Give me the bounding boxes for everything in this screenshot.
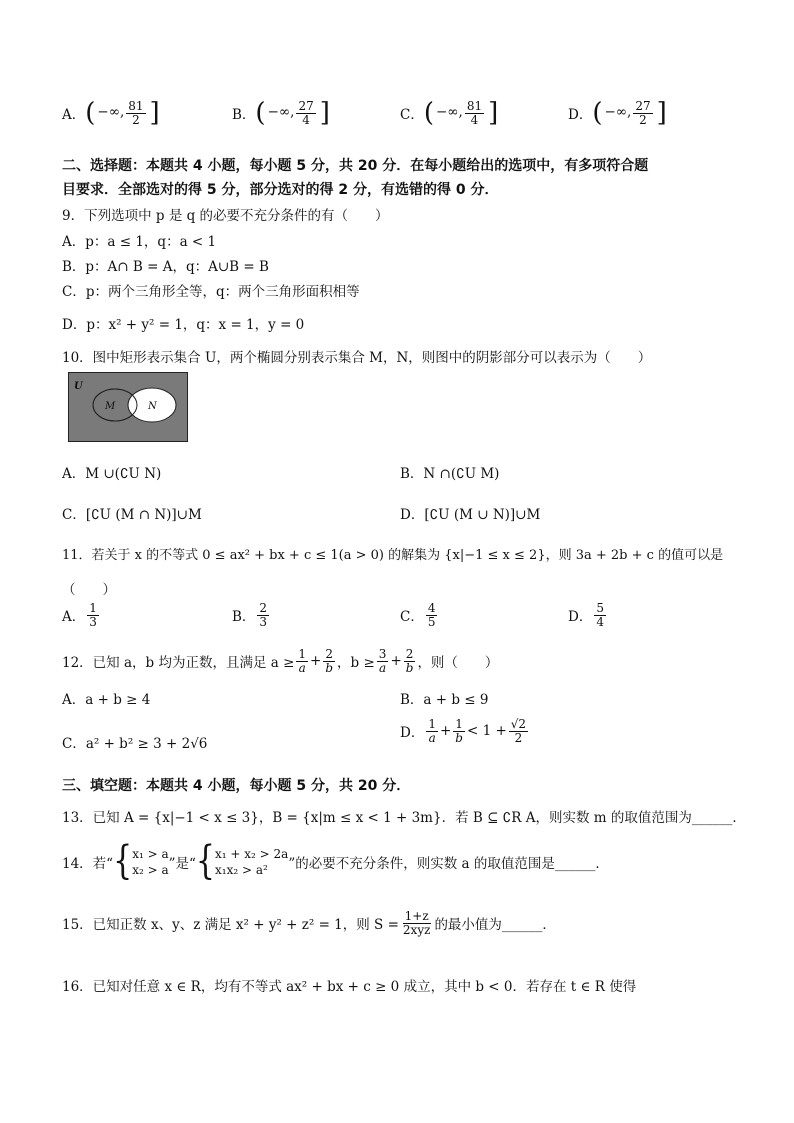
q10-option-d: D．[∁U (M ∪ N)]∪M (400, 507, 541, 523)
fraction-denominator: 5 (427, 614, 436, 629)
q9-stem: 9．下列选项中 p 是 q 的必要不充分条件的有（ ） (62, 208, 389, 224)
frac-1-a: $\frac{1}{a}$ (298, 647, 307, 675)
q8-option-b (232, 98, 330, 129)
interval-left: −∞, (436, 104, 463, 121)
q8-option-d (568, 98, 667, 129)
q12-option-d: D． $\frac{1}{a}$ + $\frac{1}{b}$ < 1 + $\frac{√2}{2}$ (400, 717, 527, 745)
fraction-denominator: 4 (302, 112, 310, 127)
q10-option-b: B．N ∩(∁U M) (400, 466, 500, 482)
frac-1-b-d: $\frac{1}{b}$ (455, 717, 463, 745)
q14-post: ”的必要不充分条件，则实数 a 的取值范围是______． (288, 856, 609, 873)
fraction-numerator: 4 (427, 601, 436, 615)
fraction-numerator: 27 (298, 99, 314, 113)
frac-2-b-second: $\frac{2}{b}$ (405, 647, 414, 675)
venn-label-n: N (148, 401, 157, 412)
q14-pre: 14．若“ (62, 856, 114, 873)
q15-pre: 15．已知正数 x、y、z 满足 x² + y² + z² = 1，则 S = (62, 917, 399, 934)
frac-2-b: $\frac{2}{b}$ (325, 647, 334, 675)
q8-option-c (400, 98, 499, 129)
q11-option-c (400, 602, 439, 628)
q11-option-d (568, 602, 608, 628)
fraction-numerator: 5 (596, 601, 604, 615)
q12-stem: 12．已知 a，b 均为正数，且满足 a ≥ $\frac{1}{a}$ + $\frac{2}{b}$ ，b ≥ $\frac{3}{a}$ + $\frac{2}{b}$ ，则（ ） (62, 647, 499, 675)
fraction-denominator: 2 (132, 112, 140, 127)
q9-option-a: A．p：a ≤ 1，q：a < 1 (62, 234, 217, 250)
fraction-denominator: 3 (89, 614, 97, 629)
q10-option-c: C．[∁U (M ∩ N)]∪M (62, 507, 202, 523)
option-label: D． (400, 725, 425, 742)
q14-system-1-line2: x₂ > a (132, 863, 169, 878)
interval: ( −∞, $\frac{81}{2}$ ] (85, 98, 160, 129)
fraction-numerator: 1 (89, 601, 97, 615)
q10-stem: 10．图中矩形表示集合 U，两个椭圆分别表示集合 M，N，则图中的阴影部分可以表示为（ ） (62, 350, 652, 366)
option-label: C． (400, 107, 424, 124)
q11-stem-paren: （ ） (62, 582, 116, 598)
venn-label-u: U (74, 381, 83, 392)
fraction-numerator: 81 (128, 99, 144, 113)
left-brace: { (195, 838, 216, 885)
q14-system-1-line1: x₁ > a (132, 847, 169, 861)
q11-option-b (232, 602, 271, 628)
q16-stem: 16．已知对任意 x ∈ R，均有不等式 ax² + bx + c ≥ 0 成立，其中 b < 0．若存在 t ∈ R 使得 (62, 979, 637, 995)
q8-option-a (62, 98, 160, 129)
q9-option-c: C．p：两个三角形全等，q：两个三角形面积相等 (62, 284, 360, 300)
q13-stem: 13．已知 A = {x|−1 < x ≤ 3}，B = {x|m ≤ x < 1 + 3m}．若 B ⊆ ∁R A，则实数 m 的取值范围为______． (62, 810, 746, 826)
option-label: A． (62, 609, 86, 626)
frac-3-a: $\frac{3}{a}$ (378, 647, 387, 675)
q15-post: 的最小值为______． (434, 917, 556, 934)
option-label: D． (568, 107, 593, 124)
q12-option-a: A．a + b ≥ 4 (62, 692, 151, 708)
interval: ( −∞, $\frac{27}{4}$ ] (255, 98, 330, 129)
fraction-denominator: 2 (639, 112, 647, 127)
q14-system-1 (132, 846, 168, 878)
fraction-numerator: 27 (635, 99, 651, 113)
fraction-denominator: 3 (259, 614, 268, 629)
q11-option-a (62, 602, 101, 628)
q10-option-a: A．M ∪(∁U N) (62, 466, 162, 482)
q12-option-c: C．a² + b² ≥ 3 + 2√6 (62, 736, 208, 752)
venn-diagram (68, 372, 188, 442)
fraction-denominator: 4 (596, 614, 604, 629)
q12-stem-mid: ，b ≥ (337, 655, 375, 672)
option-label: A． (62, 107, 86, 124)
option-label: D． (568, 609, 593, 626)
q14-system-2-line1: x₁ + x₂ > 2a (215, 847, 289, 861)
option-label: C． (400, 609, 424, 626)
q9-option-b: B．p：A∩ B = A，q：A∪B = B (62, 259, 269, 275)
q9-option-d: D．p：x² + y² = 1，q：x = 1，y = 0 (62, 317, 305, 333)
q11-stem: 11．若关于 x 的不等式 0 ≤ ax² + bx + c ≤ 1(a > 0) 的解集为 {x|−1 ≤ x ≤ 2}，则 3a + 2b + c 的值可以是 (62, 548, 724, 563)
q12-stem-pre: 12．已知 a，b 均为正数，且满足 a ≥ (62, 655, 295, 672)
frac-1-a-d: $\frac{1}{a}$ (428, 717, 436, 745)
section2-heading-line2: 目要求．全部选对的得 5 分，部分选对的得 2 分，有选错的得 0 分． (62, 182, 499, 198)
left-brace: { (113, 838, 133, 885)
q12-option-d-text: < 1 + (466, 723, 507, 740)
interval-left: −∞, (267, 104, 295, 121)
section3-heading: 三、填空题：本题共 4 小题，每小题 5 分，共 20 分． (62, 778, 411, 794)
q15-fraction (401, 910, 433, 936)
fraction-numerator: 1+z (404, 909, 429, 923)
frac-sqrt2-2: $\frac{√2}{2}$ (510, 717, 527, 745)
fraction-denominator: 2xyz (402, 922, 431, 937)
q15-stem (62, 910, 556, 936)
q12-option-b: B．a + b ≤ 9 (400, 692, 489, 708)
option-label: B． (232, 107, 256, 124)
q14-system-2 (215, 846, 288, 878)
q14-mid: ”是“ (168, 856, 196, 873)
q12-stem-post: ，则（ ） (417, 655, 499, 672)
fraction-numerator: 81 (466, 99, 483, 113)
interval: ( −∞, $\frac{27}{2}$ ] (592, 98, 667, 129)
venn-label-m: M (105, 401, 116, 412)
fraction-numerator: 2 (259, 601, 268, 615)
q14-stem (62, 838, 609, 885)
fraction-denominator: 4 (470, 112, 479, 127)
section2-heading-line1: 二、选择题：本题共 4 小题，每小题 5 分，共 20 分．在每小题给出的选项中，有多项符合题 (62, 158, 649, 174)
interval-left: −∞, (97, 104, 125, 121)
option-label: B． (232, 609, 256, 626)
q14-system-2-line2: x₁x₂ > a² (215, 863, 268, 878)
interval-left: −∞, (604, 104, 632, 121)
interval: ( −∞, $\frac{81}{4}$ ] (423, 98, 499, 129)
